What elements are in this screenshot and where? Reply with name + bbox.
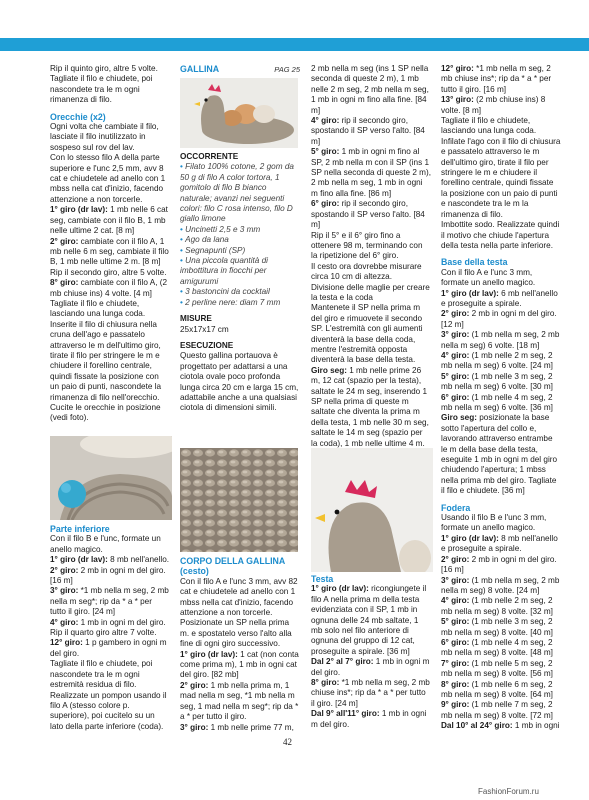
round-4: 4° giro: (1 mb nelle 2 m seg, 2 mb nella m seg) 8 volte. [32 m]	[441, 596, 553, 616]
text: Il cesto ora dovrebbe misurare circa 10 cm di altezza.	[311, 261, 422, 282]
pattern-title: GALLINA	[180, 64, 220, 74]
material-item: • Filato 100% cotone, 2 gom da 50 g di filo A color tortora, 1 gomitolo di filo B bianco naturale; avanzi nei seguenti colori: filo C rosa intenso, filo D giallo limone	[180, 162, 294, 224]
bullet-icon: •	[180, 162, 186, 172]
round-5: 5° giro: (1 mb nelle 3 m seg, 2 mb nella m seg) 6 volte. [30 m]	[441, 371, 553, 392]
text: Imbottite sodo. Realizzate quindi il motivo che chiude l'apertura della testa nella parte inferiore.	[441, 220, 560, 250]
bullet-icon: •	[180, 235, 186, 245]
round-3: 3° giro: 1 mb nelle prime 77 m,	[180, 722, 294, 732]
top-color-bar	[0, 38, 589, 51]
pattern-title-row	[180, 64, 300, 75]
text: Cucite le orecchie in posizione (vedi foto).	[50, 403, 161, 423]
bullet-icon: •	[180, 287, 186, 297]
text: Ogni volta che cambiate il filo, lasciate il filo inutilizzato in sospeso sul rov del lav.	[50, 122, 159, 152]
column-2-lower	[180, 152, 300, 414]
material-item: • 2 perline nere: diam 7 mm	[180, 297, 281, 307]
round-1: 1° giro (dr lav): 1 cat (non conta come prima m), 1 mb in ogni cat del giro. [82 mb]	[180, 649, 299, 680]
text: Usando il filo B e l'unc 3 mm, formate un anello magico.	[441, 513, 547, 533]
round-4: 4° giro: rip il secondo giro, spostando il SP verso l'alto. [84 m]	[311, 116, 425, 146]
text: Rip il 5° e il 6° giro fino a ottenere 98 m, terminando con la ripetizione del 6° giro.	[311, 230, 423, 261]
page-reference: PAG 25	[274, 65, 300, 74]
round-3: 3° giro: *1 mb nella m seg, 2 mb nella m seg*; rip da * a * per tutto il giro. [24 m]	[50, 586, 169, 617]
column-2-bottom	[180, 556, 300, 733]
text: 2 mb nella m seg (ins 1 SP nella seconda di queste 2 m), 1 mb nelle 2 m seg, 2 mb nella m seg, 1 mb in ogni m fino alla fine. [84 m]	[311, 64, 429, 115]
round-next: Giro seg: posizionate la base sotto l'apertura del collo e, lavorando attraverso entrambe le m della base della testa, eseguite 1 mb in ogni m del giro chiudendo l'apertura; 1 mbss nella prima mb del giro. Tagliate il filo e chiudete. [36 m]	[441, 413, 558, 496]
heading-testa: Testa	[311, 574, 334, 584]
round-13: 13° giro: (2 mb chiuse ins) 8 volte. [8 m]	[441, 95, 546, 115]
round-next: Giro seg: 1 mb nelle prime 26 m, 12 cat (spazio per la testa), saltate le 24 m seg, inserendo 1 SP nella prima di queste m saltate che diventa la prima m della testa, 1 mb nelle 30 m seg, saltate le 14 m seg (spazio per la coda), 1 mb nelle ultime 4 m.	[311, 365, 429, 448]
round-5: 5° giro: 1 mb in ogni m fino al SP, 2 mb nella m con il SP (ins 1 SP nella seconda di queste 2 m), 2 mb nella m seg, 1 mb in ogni m fino alla fine. [86 m]	[311, 147, 432, 198]
round-2: 2° giro: 2 mb in ogni m del giro. [16 m]	[50, 565, 166, 586]
column-4	[441, 64, 561, 732]
round-5: 5° giro: (1 mb nelle 3 m seg, 2 mb nella m seg) 8 volte. [40 m]	[441, 617, 553, 637]
round-2: 2° giro: 1 mb nella prima m, 1 mad nella m seg, *1 mb nella m seg, 1 mad nella m seg*; rip da * a * per tutto il giro.	[180, 680, 299, 722]
text: Realizzate un pompon usando il filo A (stesso colore p. superiore), poi cucitelo su un lato della parte inferiore (coda).	[50, 690, 167, 731]
round-4: 4° giro: (1 mb nelle 2 m seg, 2 mb nella m seg) 6 volte. [24 m]	[441, 350, 553, 371]
column-3	[311, 64, 431, 459]
text: Con il filo A e l'unc 3 mm, avv 82 cat e chiudetele ad anello con 1 mbss nella cat d'inizio, facendo attenzione a non torcerle. Posizionate un SP nella prima m. e spostatelo verso l'alto alla fine di ogni giro successivo.	[180, 576, 298, 649]
material-item: • Segnapunti (SP)	[180, 245, 246, 255]
heading-orecchie: Orecchie (x2)	[50, 111, 106, 122]
round-6: 6° giro: (1 mb nelle 4 m seg, 2 mb nella m seg) 8 volte. [48 m]	[441, 637, 553, 658]
round-8: 8° giro: cambiate con il filo A, (2 mb chiuse ins) 4 volte. [4 m]	[50, 278, 168, 298]
text: Rip il quarto giro altre 7 volte.	[50, 628, 157, 638]
heading-occorrente: OCCORRENTE	[180, 152, 239, 161]
column-2	[180, 64, 300, 75]
rounds-9-11: Dal 9° all'11° giro: 1 mb in ogni m del giro.	[311, 709, 427, 729]
column-1	[50, 64, 170, 424]
round-8: 8° giro: (1 mb nelle 6 m seg, 2 mb nella m seg) 8 volte. [64 m]	[441, 679, 553, 699]
round-1: 1° giro (dr lav): 6 mb nell'anello e proseguite a spirale.	[441, 288, 558, 308]
round-1: 1° giro (dr lav): 1 mb nelle 6 cat seg, cambiate con il filo B, 1 mb nelle ultime 2 cat. [8 m]	[50, 205, 168, 236]
text: Divisione delle maglie per creare la testa e la coda	[311, 282, 430, 302]
round-9: 9° giro: (1 mb nelle 7 m seg, 2 mb nella m seg) 8 volte. [72 m]	[441, 700, 553, 720]
material-item: • Una piccola quantità di imbottitura in fiocchi per amigurumi	[180, 256, 268, 286]
text: Inserite il filo di chiusura nella cruna dell'ago e passatelo attraverso le m dell'ultimo giro, tirate il filo per stringere le m e chiudere il forellino centrale, quindi fissate la posizione con un paio di punti, nascondete la rimanenza di filo nell'orecchio.	[50, 319, 162, 402]
heading-base-testa: Base della testa	[441, 257, 508, 268]
round-1: 1° giro (dr lav): 8 mb nell'anello e proseguite a spirale.	[441, 533, 558, 554]
photo-crochet-texture	[180, 448, 298, 552]
round-2: 2° giro: 2 mb in ogni m del giro. [16 m]	[441, 554, 557, 575]
heading-corpo: CORPO DELLA GALLINA (cesto)	[180, 556, 285, 577]
material-item: • Uncinetti 2,5 e 3 mm	[180, 224, 261, 234]
text: Con il filo B e l'unc, formate un anello magico.	[50, 534, 161, 554]
text: Tagliate il filo e chiudete, lasciando una lunga coda.	[50, 298, 146, 319]
round-12: 12° giro: 1 p gambero in ogni m del giro.	[50, 638, 167, 658]
round-8: 8° giro: *1 mb nella m seg, 2 mb chiuse ins*; rip da * a * per tutto il giro. [24 m]	[311, 678, 430, 708]
round-1: 1° giro (dr lav): ricongiungete il filo A nella prima m della testa evidenziata con il SP, 1 mb in ognuna delle 24 mb saltate, 1 mb solo nel filo anteriore di ognuna del gruppo di 12 cat, proseguite a spirale. [36 m]	[311, 584, 427, 656]
text: Questo gallina portauova è progettato per adattarsi a una ciotola ovale poco profonda lunga circa 20 cm e larga 15 cm, adattabile anche a una qualsiasi ciotola di dimensioni simili.	[180, 351, 299, 413]
round-12: 12° giro: *1 mb nella m seg, 2 mb chiuse ins*; rip da * a * per tutto il giro. [16 m]	[441, 64, 552, 94]
bullet-icon: •	[180, 297, 186, 307]
text: Tagliate il filo e chiudete, lasciando una lunga coda. Infilate l'ago con il filo di chiusura e passatelo attraverso le m dell'ultimo giro, tirate il filo per stringere le m e chiudere il forellino centrale, quindi fissate la posizione con un paio di punti e nascondete tra le m la rimanenza di filo.	[441, 116, 561, 219]
heading-misure: MISURE	[180, 314, 212, 324]
photo-chicken-basket	[180, 78, 298, 148]
round-6: 6° giro: rip il secondo giro, spostando il SP verso l'alto. [84 m]	[311, 199, 425, 230]
column-1-lower	[50, 524, 170, 732]
photo-chicken-head	[311, 448, 433, 572]
misure-value: 25x17x17 cm	[180, 324, 229, 334]
watermark-footer: FashionForum.ru	[478, 787, 539, 796]
text: Tagliate il filo e chiudete, poi nascondete tra le m ogni estremità residua di filo.	[50, 659, 153, 690]
text: Mantenete il SP nella prima m del giro e rimuovete il secondo SP. L'estremità con gli aumenti diventerà la base della coda, mentre l'estremità opposta diventerà la base della testa.	[311, 303, 423, 365]
round-7: 7° giro: (1 mb nelle 5 m seg, 2 mb nella m seg) 8 volte. [56 m]	[441, 658, 553, 679]
heading-parte-inferiore: Parte inferiore	[50, 524, 110, 534]
round-2: 2° giro: cambiate con il filo A, 1 mb nelle 6 m seg, cambiate il filo B, 1 mb nelle ultime 2 m. [8 m]	[50, 236, 169, 267]
page-number: 42	[283, 737, 292, 747]
round-1: 1° giro (dr lav): 8 mb nell'anello.	[50, 555, 170, 565]
rounds-2-7: Dal 2° al 7° giro: 1 mb in ogni m del giro.	[311, 657, 430, 677]
material-item: • 3 bastoncini da cocktail	[180, 287, 270, 297]
bullet-icon: •	[180, 245, 186, 255]
material-item: • Ago da lana	[180, 235, 229, 245]
bullet-icon: •	[180, 256, 186, 266]
round-6: 6° giro: (1 mb nelle 4 m seg, 2 mb nella m seg) 6 volte. [36 m]	[441, 392, 553, 412]
heading-fodera: Fodera	[441, 502, 471, 513]
text: Rip il secondo giro, altre 5 volte.	[50, 267, 167, 277]
column-3-bottom	[311, 574, 431, 730]
rounds-10-24: Dal 10° al 24° giro: 1 mb in ogni	[441, 721, 560, 731]
heading-esecuzione: ESECUZIONE	[180, 340, 234, 350]
intro-text: Rip il quinto giro, altre 5 volte. Tagliate il filo e chiudete, poi nascondete tra le m ogni rimanenza di filo.	[50, 64, 158, 105]
text: Con il filo A e l'unc 3 mm, formate un anello magico.	[441, 267, 536, 288]
round-3: 3° giro: (1 mb nella m seg, 2 mb nella m seg) 6 volte. [18 m]	[441, 330, 560, 350]
bullet-icon: •	[180, 224, 186, 234]
text: Con lo stesso filo A della parte superiore e l'unc 2,5 mm, avv 8 cat e chiudetele ad anello con 1 mbss nella cat d'inizio, facendo attenzione a non torcerle.	[50, 153, 166, 204]
round-4: 4° giro: 1 mb in ogni m del giro.	[50, 617, 166, 627]
photo-chicken-base	[50, 436, 172, 520]
round-2: 2° giro: 2 mb in ogni m del giro. [12 m]	[441, 309, 557, 329]
round-3: 3° giro: (1 mb nella m seg, 2 mb nella m seg) 8 volte. [24 m]	[441, 575, 560, 595]
